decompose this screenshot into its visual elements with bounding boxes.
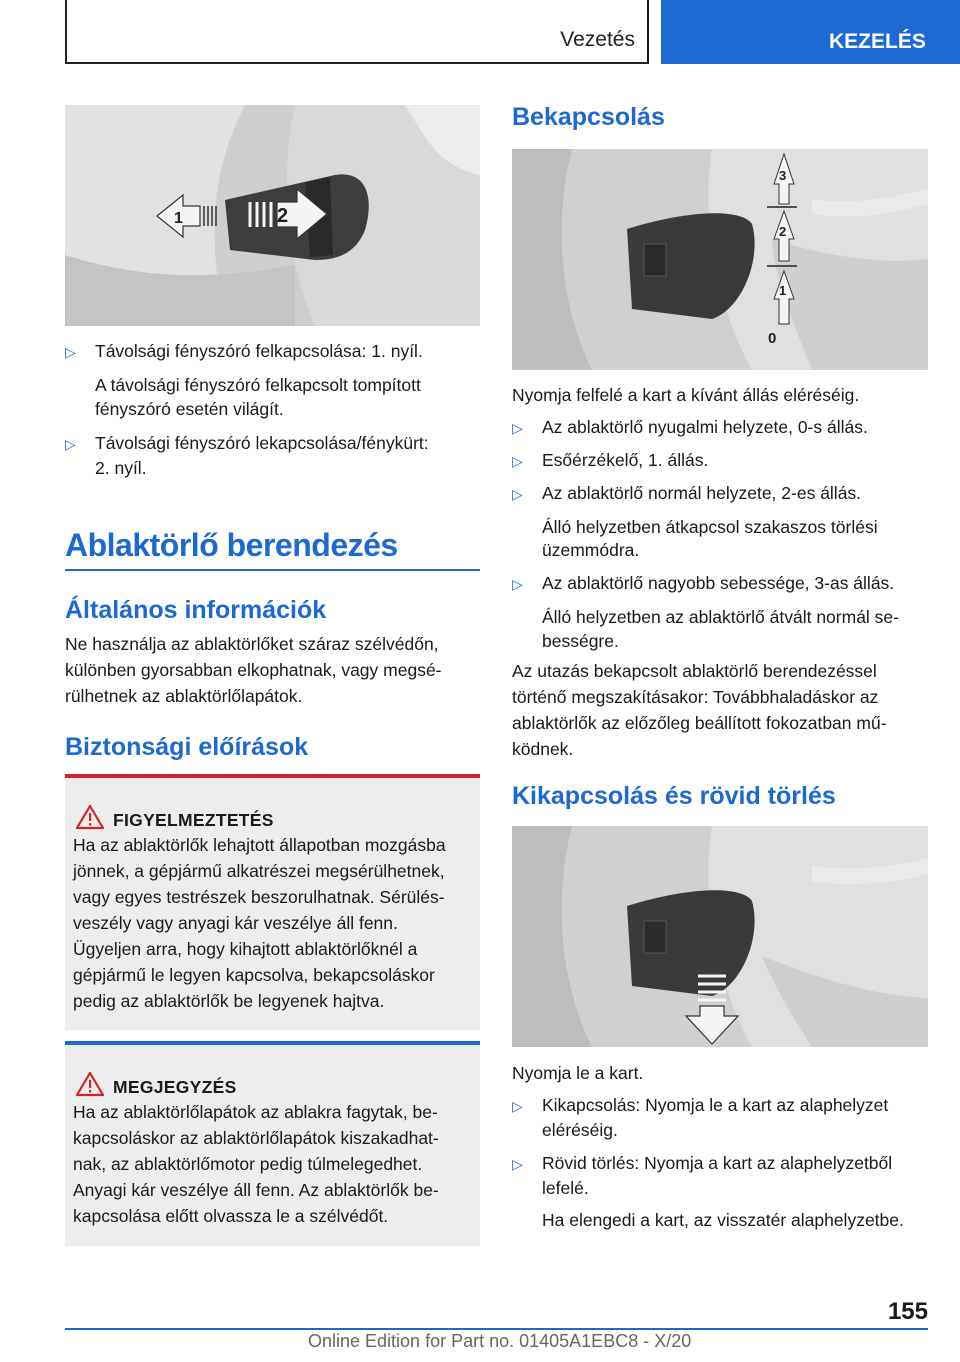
bullet-triangle-icon: ▷	[512, 453, 523, 469]
warning-triangle-icon	[75, 1071, 105, 1097]
footer-rule	[65, 1328, 928, 1330]
list-item-subtext: Álló helyzetben az ablaktörlő átvált normál se-	[542, 607, 899, 627]
warning-line: Ha az ablaktörlők lehajtott állapotban mozgásba	[73, 835, 446, 855]
list-item-subtext: üzemmódra.	[542, 540, 640, 560]
notice-title: MEGJEGYZÉS	[113, 1077, 237, 1097]
warning-title: FIGYELMEZTETÉS	[113, 810, 274, 830]
list-item-text: eléréséig.	[542, 1120, 618, 1140]
wiper-lever-down-illustration	[512, 826, 928, 1047]
subheading-safety: Biztonsági előírások	[65, 733, 309, 761]
notice-line: nak, az ablaktörlőmotor pedig túlmelegedhet.	[73, 1154, 423, 1174]
list-item-subtext: bességre.	[542, 631, 619, 651]
bullet-triangle-icon: ▷	[512, 576, 523, 592]
warning-line: veszély vagy anyagi kár veszélye áll fenn.	[73, 913, 398, 933]
bullet-triangle-icon: ▷	[512, 1098, 523, 1114]
arrow-2-label: 2	[277, 205, 289, 227]
bullet-triangle-icon: ▷	[512, 486, 523, 502]
list-item-text: Az ablaktörlő nyugalmi helyzete, 0-s állás.	[542, 417, 868, 437]
warning-line: gépjármű le legyen kapcsolva, bekapcsoláskor	[73, 965, 435, 985]
list-item-text: Az ablaktörlő nagyobb sebessége, 3-as állás.	[542, 573, 895, 593]
position-2-label: 2	[779, 224, 787, 239]
paragraph-line: Nyomja le a kart.	[512, 1063, 644, 1083]
list-item-text: lefelé.	[542, 1178, 589, 1198]
list-item-text: Kikapcsolás: Nyomja le a kart az alaphelyzet	[542, 1095, 889, 1115]
notice-line: kapcsoláskor az ablaktörlőlapátok kiszakadhat-	[73, 1128, 439, 1148]
list-item-subtext: Ha elengedi a kart, az visszatér alaphelyzetbe.	[542, 1210, 904, 1230]
bullet-triangle-icon: ▷	[512, 1156, 523, 1172]
list-item-subtext: A távolsági fényszóró felkapcsolt tompított	[95, 375, 421, 395]
notice-box	[65, 1041, 480, 1246]
position-3-label: 3	[779, 168, 787, 183]
list-item-text: Távolsági fényszóró lekapcsolása/fénykürt:	[95, 433, 429, 453]
list-item-text: Az ablaktörlő normál helyzete, 2-es állás.	[542, 483, 862, 503]
wiper-lever-up-illustration	[512, 149, 928, 370]
header-chapter-tab: KEZELÉS	[661, 0, 960, 64]
warning-line: jönnek, a gépjármű alkatrészei megsérülhetnek,	[73, 861, 445, 881]
section-heading-wiper: Ablaktörlő berendezés	[65, 527, 398, 563]
warning-line: vagy egyes testrészek beszorulhatnak. Sérülés-	[73, 887, 445, 907]
list-item-text: 2. nyíl.	[95, 458, 147, 478]
subheading-general: Általános információk	[65, 596, 327, 624]
bullet-triangle-icon: ▷	[65, 436, 76, 452]
paragraph-line: történő megszakításakor: Továbbhaladáskor az	[512, 687, 879, 707]
paragraph-line: ablaktörlők az előzőleg beállított fokozatban mű-	[512, 713, 887, 733]
notice-line: kapcsolása előtt olvassza le a szélvédőt.	[73, 1206, 389, 1226]
bullet-triangle-icon: ▷	[65, 344, 76, 360]
paragraph-line: Az utazás bekapcsolt ablaktörlő berendezéssel	[512, 661, 877, 681]
paragraph-line: rülhetnek az ablaktörlőlapátok.	[65, 686, 303, 706]
bullet-triangle-icon: ▷	[512, 420, 523, 436]
list-item-subtext: Álló helyzetben átkapcsol szakaszos törlési	[542, 517, 878, 537]
notice-line: Ha az ablaktörlőlapátok az ablakra fagytak, be-	[73, 1102, 438, 1122]
header-section-title: Vezetés	[560, 28, 635, 51]
position-1-label: 1	[779, 283, 787, 298]
warning-box	[65, 774, 480, 1030]
subheading-switch-off: Kikapcsolás és rövid törlés	[512, 782, 836, 810]
paragraph-line: különben gyorsabban elkophatnak, vagy megsé-	[65, 660, 442, 680]
list-item-subtext: fényszóró esetén világít.	[95, 399, 284, 419]
warning-line: pedig az ablaktörlők be legyenek hajtva.	[73, 991, 385, 1011]
warning-line: Ügyeljen arra, hogy kihajtott ablaktörlőknél a	[73, 939, 418, 959]
paragraph-line: Nyomja felfelé a kart a kívánt állás eléréséig.	[512, 385, 860, 405]
list-item-text: Távolsági fényszóró felkapcsolása: 1. nyíl.	[95, 341, 423, 361]
list-item-text: Esőérzékelő, 1. állás.	[542, 450, 709, 470]
edition-text: Online Edition for Part no. 01405A1EBC8 - X/20	[308, 1331, 692, 1351]
paragraph-line: ködnek.	[512, 739, 574, 759]
subheading-switch-on: Bekapcsolás	[512, 103, 665, 131]
high-beam-lever-illustration	[65, 105, 480, 326]
position-0-label: 0	[768, 330, 777, 347]
notice-line: Anyagi kár veszélye áll fenn. Az ablaktörlők be-	[73, 1180, 439, 1200]
warning-box-topbar	[65, 774, 480, 778]
section-rule	[65, 569, 480, 571]
arrow-1-label: 1	[174, 210, 183, 227]
page-number: 155	[887, 1298, 928, 1325]
warning-triangle-icon	[75, 804, 105, 830]
notice-box-topbar	[65, 1041, 480, 1045]
list-item-text: Rövid törlés: Nyomja a kart az alaphelyzetből	[542, 1153, 893, 1173]
paragraph-line: Ne használja az ablaktörlőket száraz szélvédőn,	[65, 634, 439, 654]
